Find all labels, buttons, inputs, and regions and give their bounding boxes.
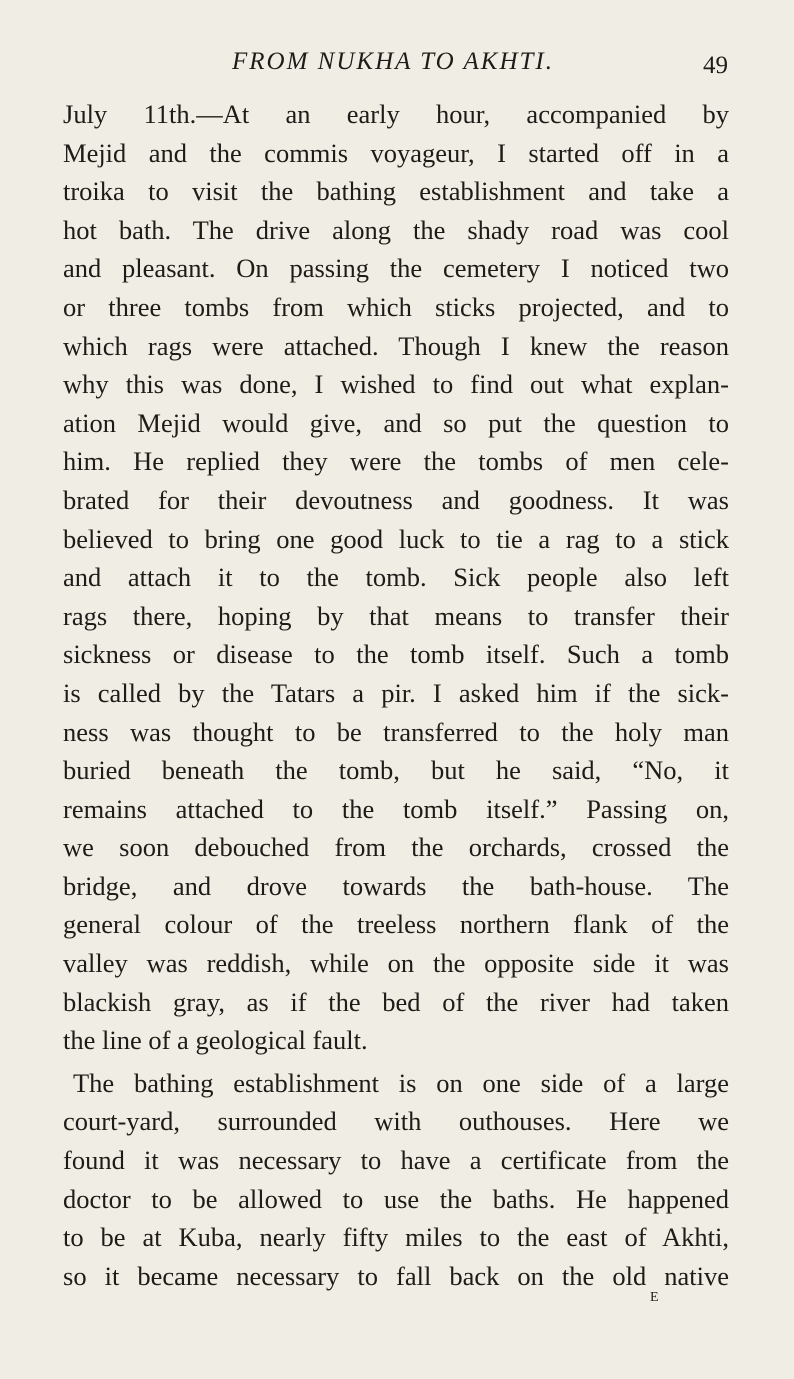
text-line: remains attached to the tomb itself.” Passing on, (63, 793, 729, 824)
text-line: valley was reddish, while on the opposite side it was (63, 948, 729, 979)
signature-mark: E (650, 1290, 660, 1305)
paragraph (63, 1064, 729, 1296)
text-line: rags there, hoping by that means to transfer their (63, 600, 729, 631)
text-line: doctor to be allowed to use the baths. He happened (63, 1183, 729, 1214)
text-line: hot bath. The drive along the shady road was cool (63, 214, 729, 245)
text-line: believed to bring one good luck to tie a rag to a stick (63, 523, 729, 554)
text-line: found it was necessary to have a certificate from the (63, 1145, 729, 1176)
text-line: buried beneath the tomb, but he said, “No, it (63, 755, 729, 786)
text-line: troika to visit the bathing establishment and take a (63, 176, 729, 207)
text-line: we soon debouched from the orchards, crossed the (63, 832, 729, 863)
text-line: ation Mejid would give, and so put the question to (63, 407, 729, 438)
text-line: why this was done, I wished to find out what explan- (63, 369, 729, 400)
text-line: court-yard, surrounded with outhouses. Here we (63, 1106, 729, 1137)
text-line: or three tombs from which sticks projected, and to (63, 291, 729, 322)
text-line: ness was thought to be transferred to the holy man (63, 716, 729, 747)
text-line: bridge, and drove towards the bath-house. The (63, 870, 729, 901)
page-number: 49 (703, 52, 728, 79)
text-line: which rags were attached. Though I knew the reason (63, 330, 729, 361)
running-head (0, 48, 794, 88)
text-line: the line of a geological fault. (63, 1025, 368, 1056)
text-line: Mejid and the commis voyageur, I started off in a (63, 137, 729, 168)
running-title: FROM NUKHA TO AKHTI. (232, 48, 554, 75)
text-line: The bathing establishment is on one side of a large (73, 1067, 729, 1098)
text-line: and attach it to the tomb. Sick people also left (63, 562, 729, 593)
text-line: him. He replied they were the tombs of men cele- (63, 446, 729, 477)
text-line: so it became necessary to fall back on the old native (63, 1260, 729, 1291)
text-line: to be at Kuba, nearly fifty miles to the east of Akhti, (63, 1222, 729, 1253)
text-line: sickness or disease to the tomb itself. Such a tomb (63, 639, 729, 670)
body-text (63, 95, 729, 1295)
text-line: general colour of the treeless northern flank of the (63, 909, 729, 940)
text-line: July 11th.—At an early hour, accompanied by (63, 99, 729, 129)
text-line: brated for their devoutness and goodness. It was (63, 484, 729, 515)
text-line: blackish gray, as if the bed of the river had taken (63, 986, 729, 1017)
paragraph (63, 95, 729, 1060)
text-line: is called by the Tatars a pir. I asked him if the sick- (63, 677, 729, 708)
text-line: and pleasant. On passing the cemetery I noticed two (63, 253, 729, 284)
